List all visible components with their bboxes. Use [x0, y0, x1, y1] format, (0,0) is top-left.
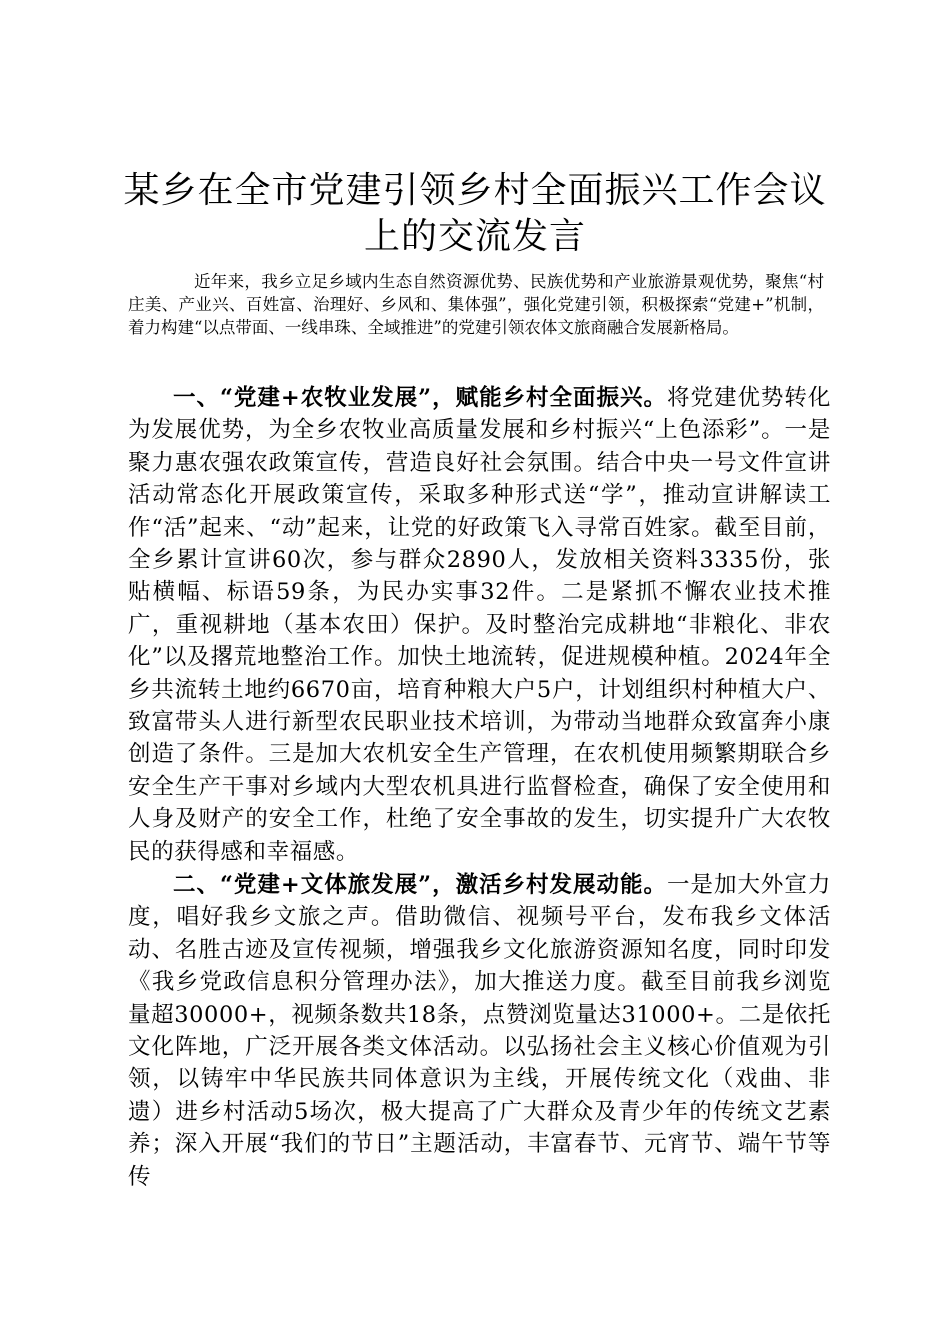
document-title: 某乡在全市党建引领乡村全面振兴工作会议上的交流发言 — [123, 170, 827, 257]
section-1-body: 将党建优势转化为发展优势，为全乡农牧业高质量发展和乡村振兴“上色添彩”。一是聚力惠农强农政策宣传，营造良好社会氛围。结合中央一号文件宣讲活动常态化开展政策宣传，采取多种形式送“学”，推动宣讲解读工作“活”起来、“动”起来，让党的好政策飞入寻常百姓家。截至目前，全乡累计宣讲60次，参与群众2890人，发放相关资料3335份，张贴横幅、标语59条，为民办实事32件。二是紧抓不懈农业技术推广，重视耕地（基本农田）保护。及时整治完成耕地“非粮化、非农化”以及撂荒地整治工作。加快土地流转，促进规模种植。2024年全乡共流转土地约6670亩，培育种粮大户5户，计划组织村种植大户、致富带头人进行新型农民职业技术培训，为带动当地群众致富奔小康创造了条件。三是加大农机安全生产管理，在农机使用频繁期联合乡安全生产干事对乡域内大型农机具进行监督检查，确保了安全使用和人身及财产的安全工作，杜绝了安全事故的发生，切实提升广大农牧民的获得感和幸福感。 — [128, 385, 832, 865]
section-2-heading: 二、“党建+文体旅发展”，激活乡村发展动能。 — [173, 872, 667, 898]
section-2-paragraph — [128, 869, 831, 1193]
section-1-heading: 一、“党建+农牧业发展”，赋能乡村全面振兴。 — [173, 385, 667, 411]
section-1-paragraph — [128, 382, 831, 868]
section-2-body: 一是加大外宣力度，唱好我乡文旅之声。借助微信、视频号平台，发布我乡文体活动、名胜古迹及宣传视频，增强我乡文化旅游资源知名度，同时印发《我乡党政信息积分管理办法》，加大推送力度。截至目前我乡浏览量超30000+，视频条数共18条，点赞浏览量达31000+。二是依托文化阵地，广泛开展各类文体活动。以弘扬社会主义核心价值观为引领，以铸牢中华民族共同体意识为主线，开展传统文化（戏曲、非遗）进乡村活动5场次，极大提高了广大群众及青少年的传统文艺素养；深入开展“我们的节日”主题活动，丰富春节、元宵节、端午节等传 — [128, 872, 832, 1190]
intro-paragraph: 近年来，我乡立足乡域内生态自然资源优势、民族优势和产业旅游景观优势，聚焦“村庄美、产业兴、百姓富、治理好、乡风和、集体强”，强化党建引领，积极探索“党建+”机制，着力构建“以点带面、一线串珠、全域推进”的党建引领农体文旅商融合发展新格局。 — [128, 272, 824, 337]
